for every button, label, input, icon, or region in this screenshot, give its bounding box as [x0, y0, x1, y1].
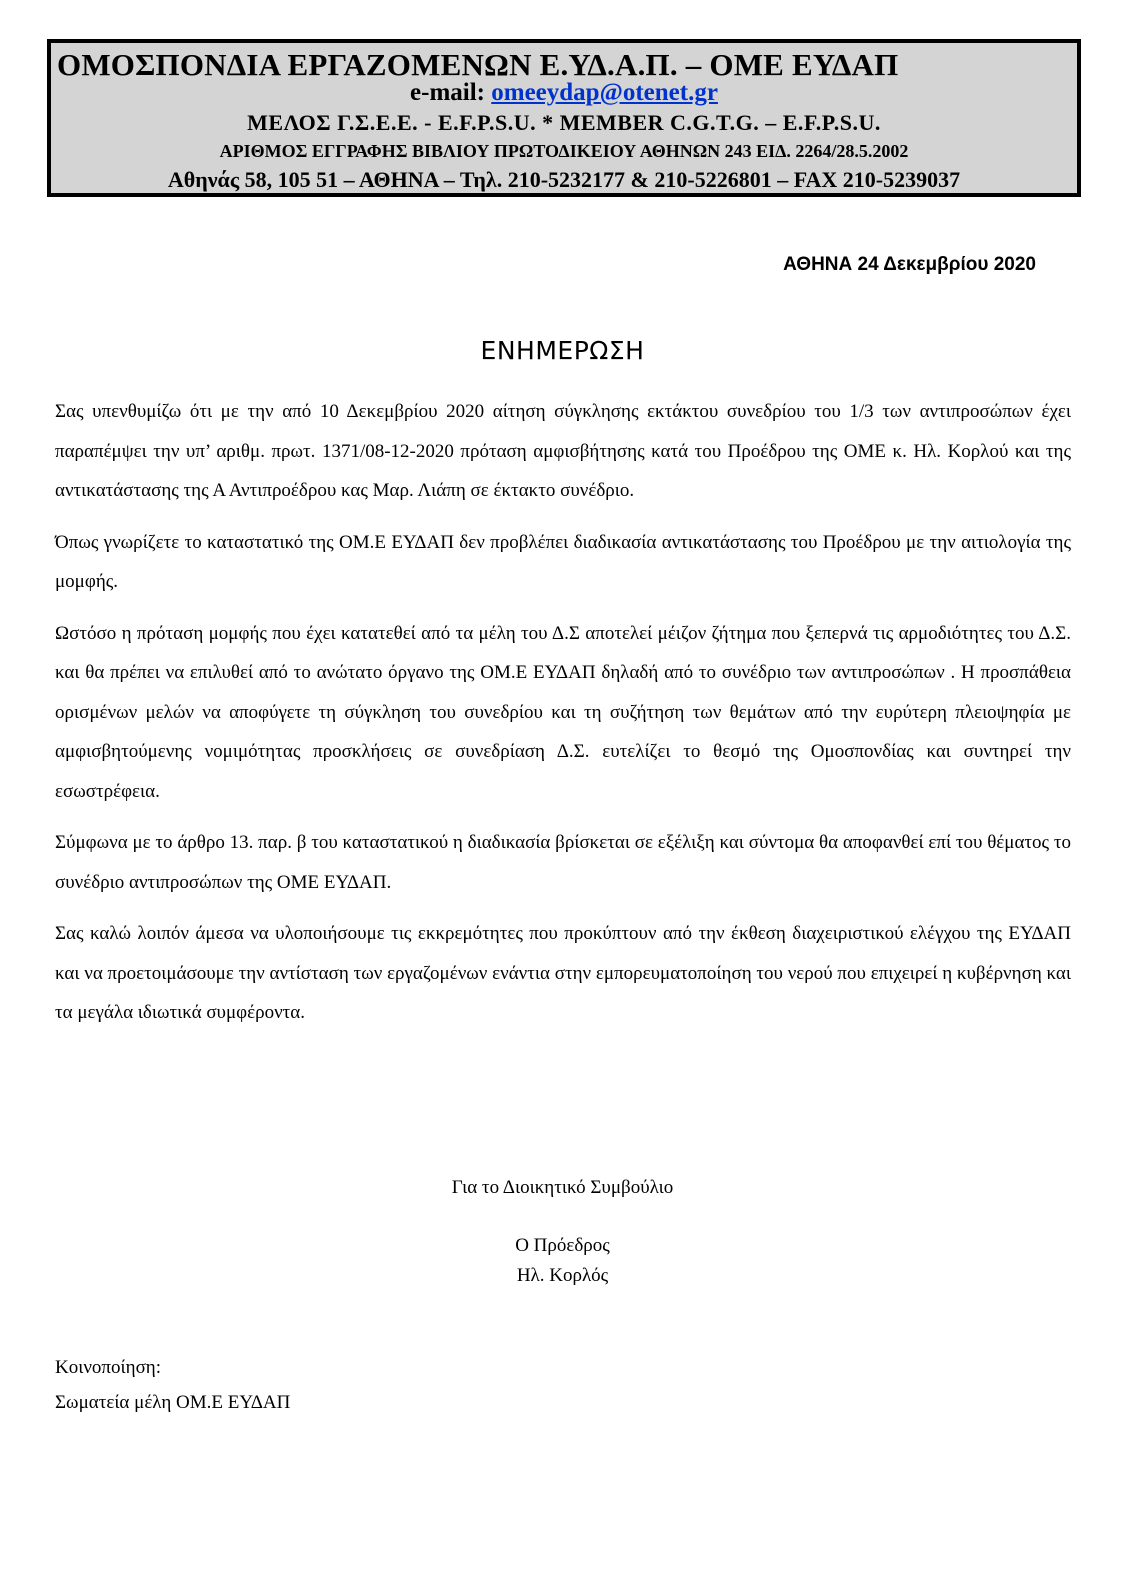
document-body: [55, 392, 1071, 1045]
paragraph: Ωστόσο η πρόταση μομφής που έχει κατατεθεί από τα μέλη του Δ.Σ αποτελεί μέιζον ζήτημα που ξεπερνά τις αρμοδιότητες του Δ.Σ. και θα πρέπει να επιλυθεί από το ανώτατο όργανο της ΟΜ.Ε ΕΥΔΑΠ δηλαδή από το συνέδριο των αντιπροσώπων . Η προσπάθεια ορισμένων μελών να αποφύγετε τη σύγκληση του συνεδρίου και τη συζήτηση των θεμάτων από την ευρύτερη πλειοψηφία με αμφισβητούμενης νομιμότητας προσκλήσεις σε συνεδρίαση Δ.Σ. ευτελίζει το θεσμό της Ομοσπονδίας και συντηρεί την εσωστρέφεια.: [55, 622, 1071, 802]
membership-line: ΜΕΛΟΣ Γ.Σ.Ε.Ε. - E.F.P.S.U. * MEMBER C.G.T.G. – E.F.P.S.U.: [247, 110, 881, 135]
paragraph: Όπως γνωρίζετε το καταστατικό της ΟΜ.Ε ΕΥΔΑΠ δεν προβλέπει διαδικασία αντικατάστασης του Προέδρου με την αιτιολογία της μομφής.: [55, 531, 1071, 592]
signature-board: Για το Διοικητικό Συμβούλιο: [451, 1177, 674, 1198]
cc-block: [55, 1350, 290, 1420]
document-title: ΕΝΗΜΕΡΩΣΗ: [480, 336, 645, 365]
paragraph: Σας καλώ λοιπόν άμεσα να υλοποιήσουμε τις εκκρεμότητες που προκύπτουν από την έκθεση διαχειριστικού ελέγχου της ΕΥΔΑΠ και να προετοιμάσουμε την αντίσταση των εργαζομένων ενάντια στην εμπορευματοποίηση του νερού που επιχειρεί η κυβέρνηση και τα μεγάλα ιδιωτικά συμφέροντα.: [55, 923, 1071, 1023]
organization-name: ΟΜΟΣΠΟΝΔΙΑ ΕΡΓΑΖΟΜΕΝΩΝ Ε.ΥΔ.Α.Π. – ΟΜΕ ΕΥΔΑΠ: [57, 47, 899, 82]
cc-label: Κοινοποίηση:: [55, 1357, 162, 1378]
cc-recipients: Σωματεία μέλη ΟΜ.Ε ΕΥΔΑΠ: [55, 1392, 291, 1413]
signature-role: Ο Πρόεδρος: [515, 1235, 610, 1256]
document-date: ΑΘΗΝΑ 24 Δεκεμβρίου 2020: [783, 254, 1036, 275]
address-line: Αθηνάς 58, 105 51 – ΑΘΗΝΑ – Τηλ. 210-5232177 & 210-5226801 – FAX 210-5239037: [167, 167, 961, 192]
email-label: e-mail:: [410, 79, 492, 106]
letterhead: [47, 39, 1081, 197]
paragraph: Σύμφωνα με το άρθρο 13. παρ. β του καταστατικού η διαδικασία βρίσκεται σε εξέλιξη και σύντομα θα αποφανθεί επί του θέματος το συνέδριο αντιπροσώπων της ΟΜΕ ΕΥΔΑΠ.: [55, 832, 1071, 893]
registry-line: ΑΡΙΘΜΟΣ ΕΓΓΡΑΦΗΣ ΒΙΒΛΙΟΥ ΠΡΩΤΟΔΙΚΕΙΟΥ ΑΘΗΝΩΝ 243 ΕΙΔ. 2264/28.5.2002: [219, 141, 909, 161]
paragraph: Σας υπενθυμίζω ότι με την από 10 Δεκεμβρίου 2020 αίτηση σύγκλησης εκτάκτου συνεδρίου του 1/3 των αντιπροσώπων έχει παραπέμψει την υπ’ αριθμ. πρωτ. 1371/08-12-2020 πρόταση αμφισβήτησης κατά του Προέδρου της ΟΜΕ κ. Ηλ. Κορλού και της αντικατάστασης της Α Αντιπροέδρου κας Μαρ. Λιάπη σε έκτακτο συνέδριο.: [55, 401, 1071, 501]
email-link[interactable]: omeeydap@otenet.gr: [491, 79, 718, 106]
signature-block: [0, 1173, 1125, 1291]
email-line: [51, 79, 1077, 107]
signature-name: Ηλ. Κορλός: [516, 1265, 609, 1286]
